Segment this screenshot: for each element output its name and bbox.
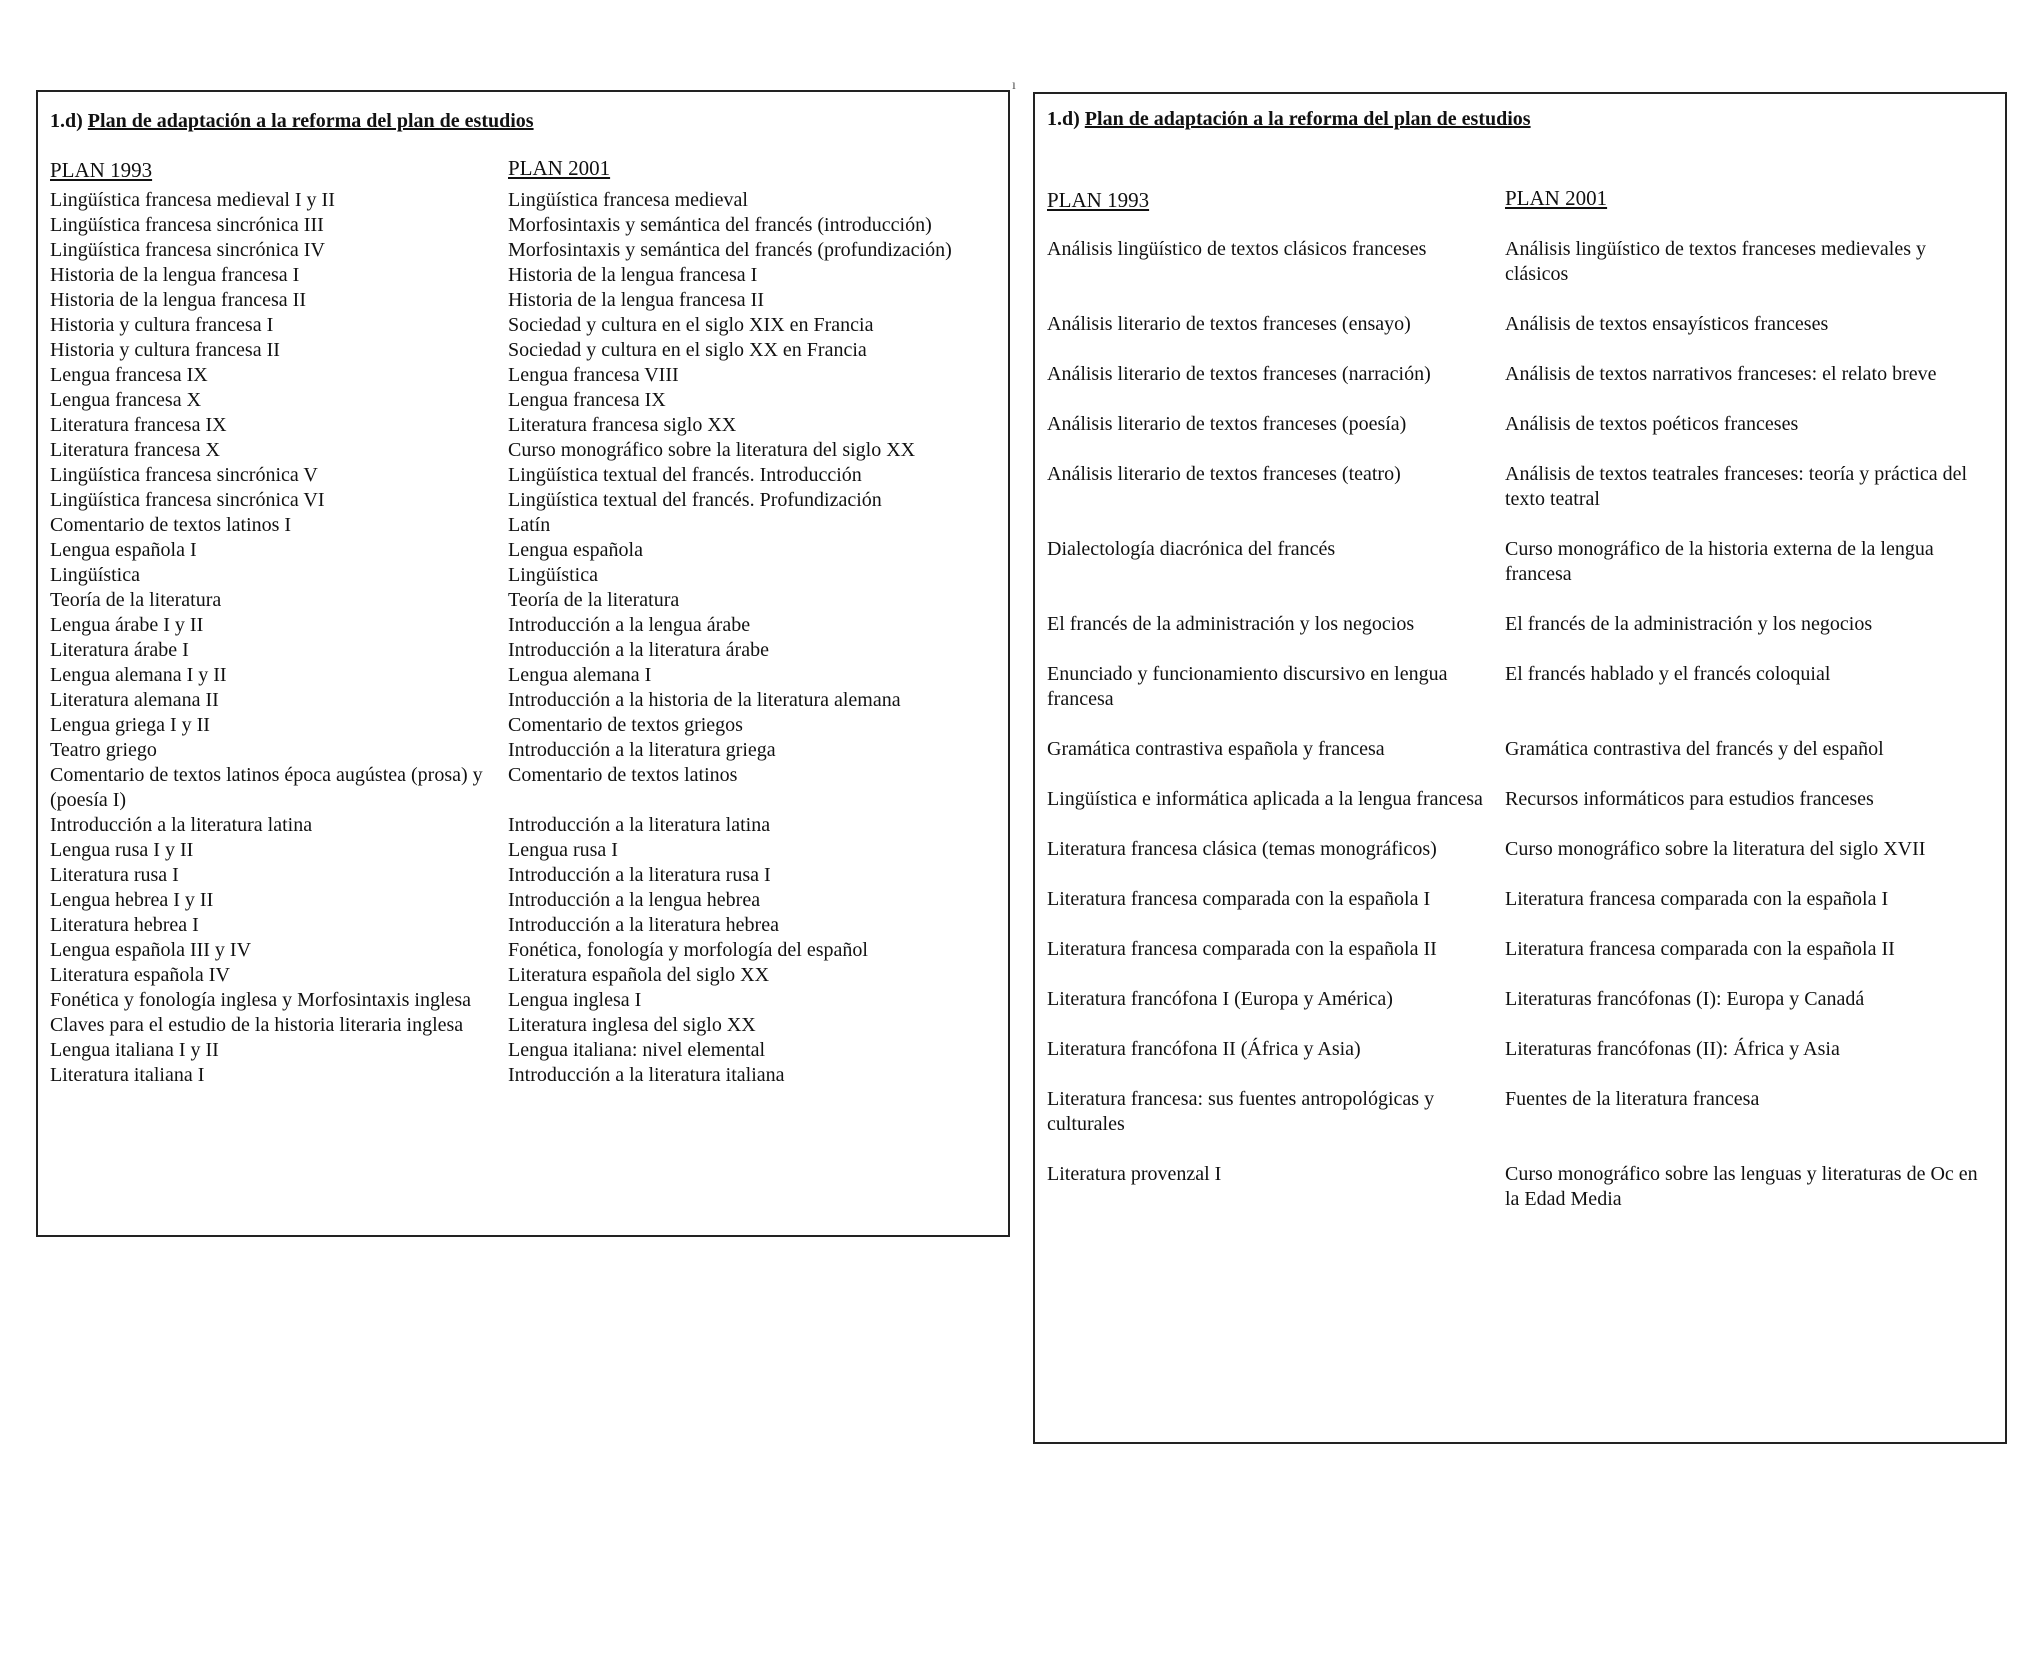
plan-1993-course: Análisis literario de textos franceses (narración) — [1047, 363, 1431, 385]
plan-2001-course: Introducción a la lengua hebrea — [508, 889, 761, 911]
equivalence-row — [50, 763, 996, 813]
equivalence-row — [1047, 1162, 1993, 1212]
plan-1993-course: Comentario de textos latinos época augústea (prosa) y (poesía I) — [50, 764, 483, 811]
plan-1993-course: Análisis literario de textos franceses (teatro) — [1047, 463, 1401, 485]
column-header-plan-1993: PLAN 1993 — [1047, 188, 1150, 212]
plan-1993-course: Literatura española IV — [50, 964, 230, 986]
plan-1993-course: Historia y cultura francesa I — [50, 314, 274, 336]
equivalence-row — [50, 963, 996, 988]
equivalence-row — [50, 588, 996, 613]
plan-1993-course: Literatura árabe I — [50, 639, 189, 661]
plan-2001-course: Lingüística textual del francés. Introducción — [508, 464, 862, 486]
plan-1993-course: Dialectología diacrónica del francés — [1047, 538, 1336, 560]
plan-1993-course: Lingüística francesa medieval I y II — [50, 189, 335, 211]
plan-2001-course: Literatura española del siglo XX — [508, 964, 770, 986]
plan-2001-course: Latín — [508, 514, 551, 536]
plan-2001-course: Lengua italiana: nivel elemental — [508, 1039, 766, 1061]
plan-1993-course: Lengua hebrea I y II — [50, 889, 214, 911]
plan-1993-course: Historia de la lengua francesa II — [50, 289, 306, 311]
equivalence-row — [1047, 412, 1993, 437]
equivalence-row — [1047, 837, 1993, 862]
plan-2001-course: Recursos informáticos para estudios franceses — [1505, 788, 1874, 810]
equivalence-row — [50, 438, 996, 463]
plan-2001-course: Morfosintaxis y semántica del francés (profundización) — [508, 239, 952, 261]
plan-1993-course: Literatura italiana I — [50, 1064, 205, 1086]
plan-2001-course: Introducción a la literatura árabe — [508, 639, 769, 661]
plan-1993-course: Enunciado y funcionamiento discursivo en lengua francesa — [1047, 663, 1448, 710]
column-header-plan-2001: PLAN 2001 — [508, 156, 611, 180]
plan-2001-course: Análisis lingüístico de textos franceses medievales y clásicos — [1505, 238, 1927, 285]
plan-1993-course: Lengua francesa IX — [50, 364, 208, 386]
equivalence-row — [1047, 362, 1993, 387]
right-panel — [1033, 92, 2007, 1444]
plan-2001-course: Introducción a la literatura hebrea — [508, 914, 779, 936]
plan-2001-course: Gramática contrastiva del francés y del español — [1505, 738, 1884, 760]
equivalence-row — [50, 413, 996, 438]
plan-2001-course: Introducción a la literatura italiana — [508, 1064, 785, 1086]
plan-2001-course: Literaturas francófonas (II): África y Asia — [1505, 1038, 1840, 1060]
left-panel — [36, 90, 1010, 1237]
equivalence-row — [1047, 937, 1993, 962]
plan-2001-course: Análisis de textos ensayísticos franceses — [1505, 313, 1829, 335]
equivalence-row — [50, 1063, 996, 1088]
equivalence-row — [1047, 887, 1993, 912]
column-header-plan-1993: PLAN 1993 — [50, 158, 153, 182]
plan-1993-course: Análisis lingüístico de textos clásicos franceses — [1047, 238, 1427, 260]
plan-1993-course: Literatura rusa I — [50, 864, 179, 886]
left-panel-title — [50, 110, 534, 133]
plan-1993-course: Lingüística francesa sincrónica III — [50, 214, 324, 236]
plan-2001-course: Literaturas francófonas (I): Europa y Canadá — [1505, 988, 1865, 1010]
plan-1993-course: Literatura provenzal I — [1047, 1163, 1222, 1185]
plan-1993-course: Historia y cultura francesa II — [50, 339, 280, 361]
plan-1993-course: Lengua árabe I y II — [50, 614, 204, 636]
equivalence-row — [50, 888, 996, 913]
plan-1993-course: Literatura alemana II — [50, 689, 219, 711]
equivalence-row — [1047, 612, 1993, 637]
equivalence-row — [50, 988, 996, 1013]
plan-1993-course: Gramática contrastiva española y francesa — [1047, 738, 1385, 760]
plan-1993-course: Lengua italiana I y II — [50, 1039, 219, 1061]
plan-1993-course: Literatura francesa: sus fuentes antropológicas y culturales — [1047, 1088, 1435, 1135]
equivalence-row — [1047, 462, 1993, 512]
plan-2001-course: Lengua alemana I — [508, 664, 652, 686]
plan-1993-course: Fonética y fonología inglesa y Morfosintaxis inglesa — [50, 989, 472, 1011]
plan-2001-course: El francés hablado y el francés coloquial — [1505, 663, 1831, 685]
plan-1993-course: Claves para el estudio de la historia literaria inglesa — [50, 1014, 464, 1036]
plan-1993-course: Análisis literario de textos franceses (ensayo) — [1047, 313, 1411, 335]
equivalence-row — [50, 213, 996, 238]
plan-2001-course: Curso monográfico de la historia externa de la lengua francesa — [1505, 538, 1934, 585]
plan-1993-course: Análisis literario de textos franceses (poesía) — [1047, 413, 1407, 435]
equivalence-row — [50, 338, 996, 363]
plan-2001-course: Introducción a la literatura rusa I — [508, 864, 771, 886]
plan-1993-course: Teatro griego — [50, 739, 157, 761]
plan-2001-course: Lingüística francesa medieval — [508, 189, 748, 211]
plan-2001-course: Morfosintaxis y semántica del francés (introducción) — [508, 214, 932, 236]
right-panel-title — [1047, 108, 1531, 131]
plan-2001-course: Introducción a la historia de la literatura alemana — [508, 689, 901, 711]
plan-1993-course: Lingüística francesa sincrónica IV — [50, 239, 325, 261]
equivalence-row — [50, 713, 996, 738]
plan-1993-course: Lengua alemana I y II — [50, 664, 227, 686]
plan-2001-course: Lingüística textual del francés. Profundización — [508, 489, 882, 511]
equivalence-row — [50, 663, 996, 688]
equivalence-row — [50, 688, 996, 713]
plan-2001-course: Introducción a la literatura latina — [508, 814, 771, 836]
plan-2001-course: Lengua española — [508, 539, 643, 561]
equivalence-row — [50, 363, 996, 388]
plan-2001-course: Literatura inglesa del siglo XX — [508, 1014, 756, 1036]
plan-1993-course: Historia de la lengua francesa I — [50, 264, 300, 286]
plan-2001-course: Teoría de la literatura — [508, 589, 680, 611]
title-text: Plan de adaptación a la reforma del plan de estudios — [87, 110, 534, 132]
equivalence-row — [50, 388, 996, 413]
equivalence-row — [50, 913, 996, 938]
plan-2001-course: Lengua inglesa I — [508, 989, 642, 1011]
column-header-plan-2001: PLAN 2001 — [1505, 186, 1608, 210]
plan-2001-course: Comentario de textos latinos — [508, 764, 738, 786]
plan-1993-course: Lengua griega I y II — [50, 714, 210, 736]
plan-1993-course: Lengua rusa I y II — [50, 839, 194, 861]
equivalence-row — [50, 488, 996, 513]
plan-2001-course: Literatura francesa siglo XX — [508, 414, 737, 436]
plan-1993-course: Literatura francófona I (Europa y América) — [1047, 988, 1393, 1010]
plan-1993-course: Lingüística francesa sincrónica VI — [50, 489, 325, 511]
plan-2001-course: Fonética, fonología y morfología del español — [508, 939, 868, 961]
equivalence-row — [50, 1013, 996, 1038]
equivalence-row — [50, 463, 996, 488]
plan-1993-course: Literatura hebrea I — [50, 914, 199, 936]
equivalence-row — [1047, 312, 1993, 337]
equivalence-row — [50, 238, 996, 263]
plan-2001-course: Sociedad y cultura en el siglo XIX en Francia — [508, 314, 874, 336]
equivalence-row — [50, 638, 996, 663]
plan-2001-course: Historia de la lengua francesa I — [508, 264, 758, 286]
plan-2001-course: Comentario de textos griegos — [508, 714, 743, 736]
plan-2001-course: Lengua rusa I — [508, 839, 618, 861]
plan-1993-course: Literatura francesa X — [50, 439, 220, 461]
plan-2001-course: Sociedad y cultura en el siglo XX en Francia — [508, 339, 867, 361]
plan-2001-course: Análisis de textos teatrales franceses: teoría y práctica del texto teatral — [1505, 463, 1968, 510]
plan-2001-course: Curso monográfico sobre las lenguas y literaturas de Oc en la Edad Media — [1505, 1163, 1978, 1210]
equivalence-row — [50, 263, 996, 288]
title-prefix: 1.d) — [1047, 108, 1080, 130]
plan-1993-course: Lengua francesa X — [50, 389, 202, 411]
equivalence-row — [50, 188, 996, 213]
plan-1993-course: Lingüística — [50, 564, 140, 586]
plan-1993-course: Comentario de textos latinos I — [50, 514, 292, 536]
plan-2001-course: Introducción a la lengua árabe — [508, 614, 751, 636]
plan-2001-course: Lengua francesa VIII — [508, 364, 679, 386]
equivalence-row — [1047, 737, 1993, 762]
equivalence-row — [1047, 987, 1993, 1012]
right-equivalence-list — [1047, 237, 1993, 1237]
plan-1993-course: Lingüística e informática aplicada a la lengua francesa — [1047, 788, 1483, 810]
equivalence-row — [50, 838, 996, 863]
equivalence-row — [50, 863, 996, 888]
plan-1993-course: Lengua española III y IV — [50, 939, 252, 961]
plan-2001-course: Literatura francesa comparada con la española II — [1505, 938, 1895, 960]
plan-2001-course: Fuentes de la literatura francesa — [1505, 1088, 1760, 1110]
plan-1993-course: El francés de la administración y los negocios — [1047, 613, 1415, 635]
plan-1993-course: Teoría de la literatura — [50, 589, 222, 611]
equivalence-row — [1047, 787, 1993, 812]
equivalence-row — [50, 538, 996, 563]
plan-2001-course: Literatura francesa comparada con la española I — [1505, 888, 1889, 910]
equivalence-row — [1047, 1037, 1993, 1062]
title-text: Plan de adaptación a la reforma del plan de estudios — [1084, 108, 1531, 130]
plan-2001-course: El francés de la administración y los negocios — [1505, 613, 1873, 635]
equivalence-row — [50, 563, 996, 588]
plan-1993-course: Literatura francesa comparada con la española II — [1047, 938, 1437, 960]
plan-2001-course: Lingüística — [508, 564, 598, 586]
plan-2001-course: Historia de la lengua francesa II — [508, 289, 764, 311]
plan-2001-course: Análisis de textos narrativos franceses: el relato breve — [1505, 363, 1937, 385]
equivalence-row — [1047, 237, 1993, 287]
equivalence-row — [50, 938, 996, 963]
plan-1993-course: Lengua española I — [50, 539, 197, 561]
equivalence-row — [50, 1038, 996, 1063]
title-prefix: 1.d) — [50, 110, 83, 132]
plan-1993-course: Literatura francesa IX — [50, 414, 227, 436]
plan-1993-course: Introducción a la literatura latina — [50, 814, 313, 836]
left-equivalence-list — [50, 188, 996, 1088]
plan-1993-course: Literatura francófona II (África y Asia) — [1047, 1038, 1361, 1060]
equivalence-row — [1047, 1087, 1993, 1137]
equivalence-row — [50, 738, 996, 763]
plan-1993-course: Literatura francesa comparada con la española I — [1047, 888, 1431, 910]
plan-2001-course: Curso monográfico sobre la literatura del siglo XX — [508, 439, 916, 461]
equivalence-row — [50, 813, 996, 838]
plan-2001-course: Introducción a la literatura griega — [508, 739, 776, 761]
plan-1993-course: Lingüística francesa sincrónica V — [50, 464, 318, 486]
equivalence-row — [50, 513, 996, 538]
equivalence-row — [1047, 537, 1993, 587]
plan-2001-course: Lengua francesa IX — [508, 389, 666, 411]
equivalence-row — [1047, 662, 1993, 712]
plan-2001-course: Análisis de textos poéticos franceses — [1505, 413, 1799, 435]
equivalence-row — [50, 313, 996, 338]
scan-mark: ı — [1012, 78, 1016, 93]
plan-2001-course: Curso monográfico sobre la literatura del siglo XVII — [1505, 838, 1926, 860]
equivalence-row — [50, 613, 996, 638]
equivalence-row — [50, 288, 996, 313]
plan-1993-course: Literatura francesa clásica (temas monográficos) — [1047, 838, 1437, 860]
